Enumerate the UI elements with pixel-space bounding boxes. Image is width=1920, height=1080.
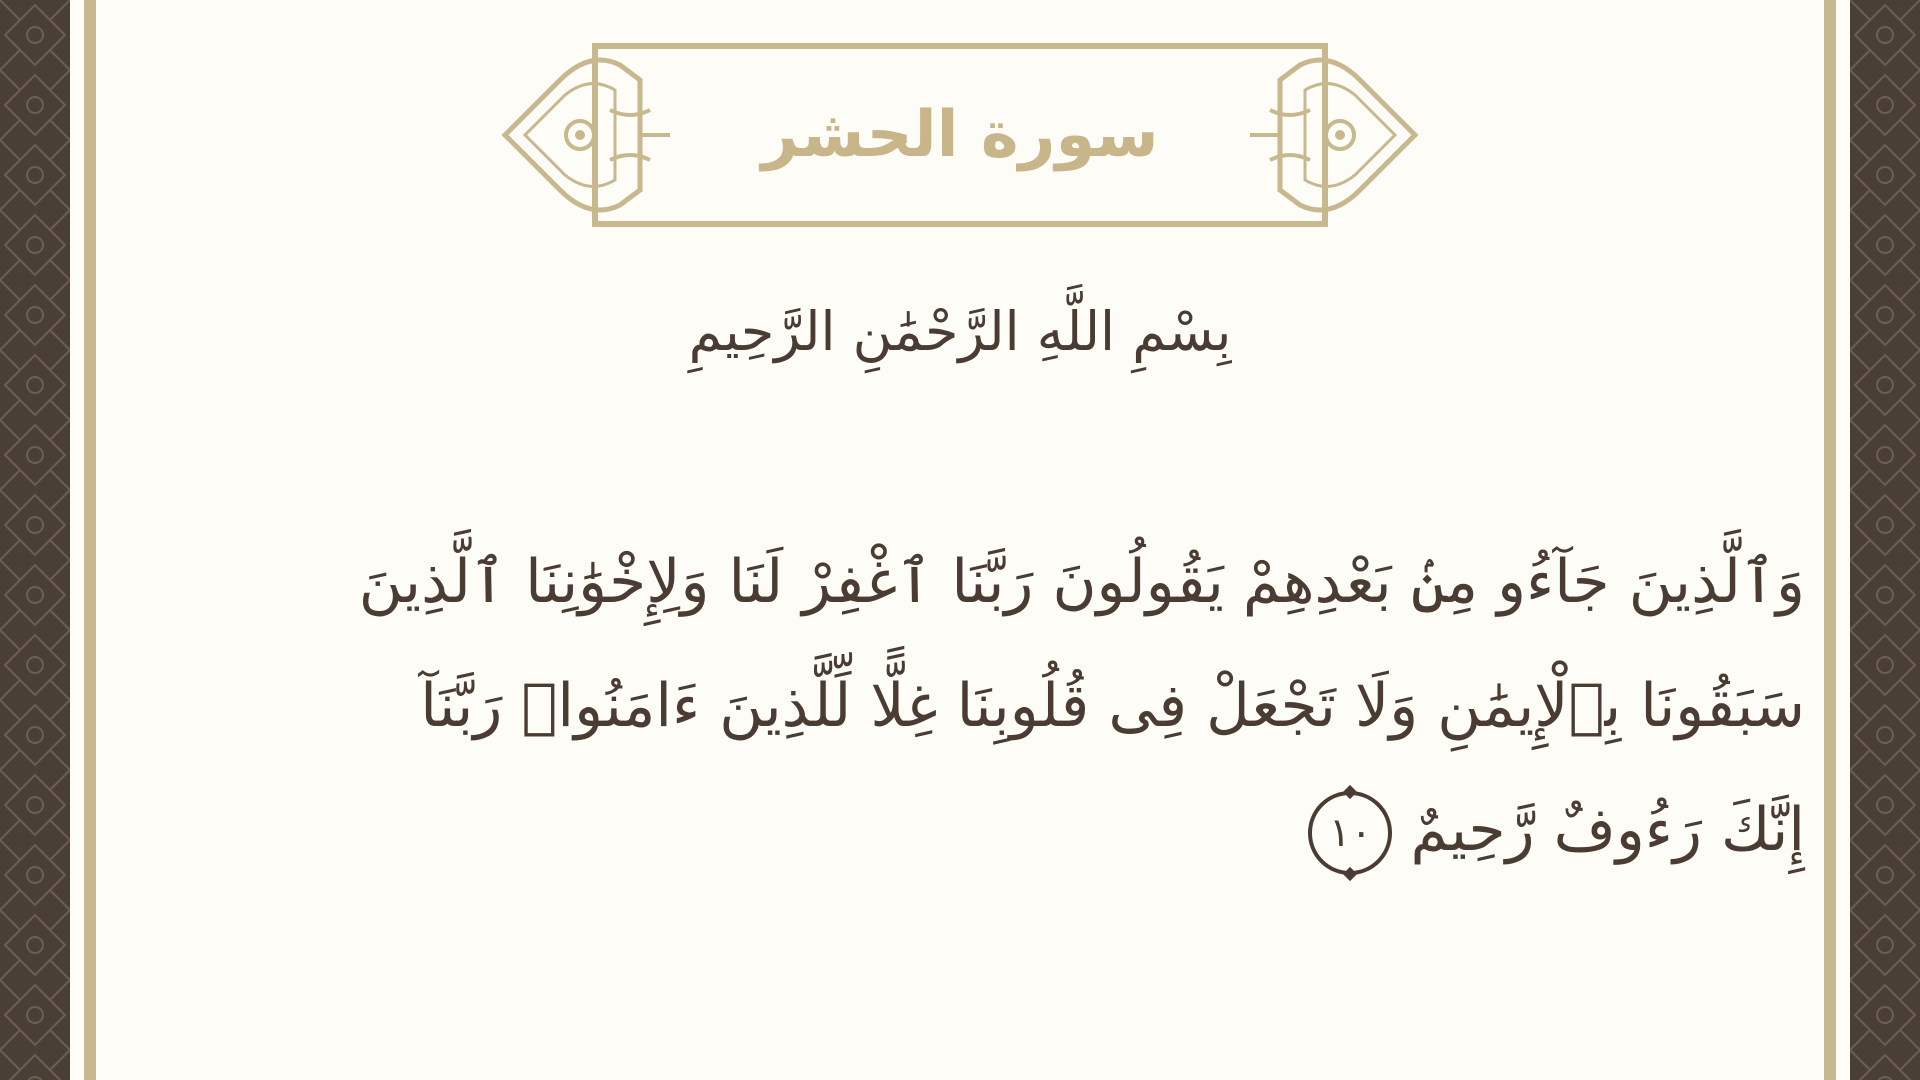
- left-ornament-border: [0, 0, 70, 1080]
- verse-line-1: وَٱلَّذِينَ جَآءُو مِنۢ بَعْدِهِمْ يَقُولُونَ رَبَّنَا ٱغْفِرْ لَنَا وَلِإِخْوَٰنِنَا ٱلَّذِينَ: [358, 547, 1805, 617]
- right-gold-rule: [1824, 0, 1836, 1080]
- verse-line-2: سَبَقُونَا بِٱلْإِيمَٰنِ وَلَا تَجْعَلْ فِى قُلُوبِنَا غِلًّا لِّلَّذِينَ ءَامَنُوا۟ رَبَّنَآ: [420, 671, 1805, 741]
- basmala: بِسْمِ اللَّهِ الرَّحْمَٰنِ الرَّحِيمِ: [688, 300, 1232, 363]
- right-ornament-border: [1850, 0, 1920, 1080]
- surah-title: سورة الحشر: [761, 98, 1159, 172]
- surah-title-frame: [500, 40, 1420, 230]
- verse-line-3-text: إِنَّكَ رَءُوفٌ رَّحِيمٌ: [1410, 795, 1805, 865]
- verse-line-3: [300, 768, 1805, 892]
- left-gold-rule: [84, 0, 96, 1080]
- verse-text: [300, 520, 1805, 892]
- ayah-number-marker: ١٠: [1308, 791, 1392, 875]
